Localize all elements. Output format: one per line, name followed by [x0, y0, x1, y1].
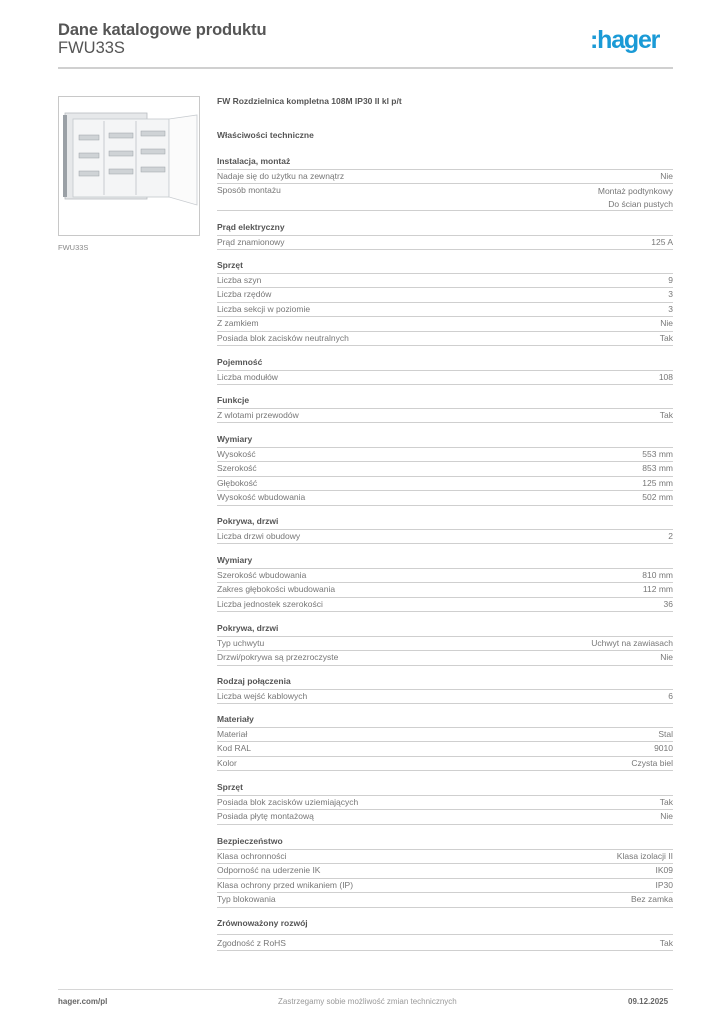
- spec-row: [217, 757, 673, 771]
- spec-label: Drzwi/pokrywa są przezroczyste: [217, 652, 339, 663]
- spec-value: 9010: [654, 743, 673, 754]
- spec-value: 553 mm: [642, 449, 673, 459]
- spec-row: [217, 303, 673, 317]
- spec-label: Prąd znamionowy: [217, 237, 285, 247]
- spec-label: Liczba sekcji w poziomie: [217, 303, 311, 314]
- section-title: Pokrywa, drzwi: [217, 515, 673, 530]
- spec-label: Klasa ochrony przed wnikaniem (IP): [217, 879, 354, 890]
- spec-row: [217, 850, 673, 864]
- spec-label: Posiada blok zacisków neutralnych: [217, 332, 349, 343]
- section-title: Funkcje: [217, 394, 673, 409]
- spec-row: [217, 893, 673, 907]
- spec-row: [217, 810, 673, 824]
- section-cover-doors-2: [217, 622, 673, 666]
- spec-label: Liczba drzwi obudowy: [217, 531, 301, 541]
- section-connection-type: [217, 675, 673, 704]
- section-title: Prąd elektryczny: [217, 221, 673, 236]
- spec-label: Liczba wejść kablowych: [217, 691, 308, 701]
- spec-row: [217, 598, 673, 612]
- spec-label: Z zamkiem: [217, 318, 259, 329]
- spec-row: [217, 651, 673, 665]
- spec-row: [217, 637, 673, 651]
- spec-label: Głębokość: [217, 477, 258, 488]
- spec-label: Sposób montażu: [217, 185, 281, 196]
- product-image: [58, 96, 200, 236]
- spec-row: [217, 864, 673, 878]
- spec-row: [217, 236, 673, 250]
- product-description: FW Rozdzielnica kompletna 108M IP30 II kl p/t: [217, 96, 402, 106]
- spec-value: 125 mm: [642, 477, 673, 488]
- properties-heading: Właściwości techniczne: [217, 130, 314, 140]
- spec-value: Klasa izolacji II: [616, 851, 673, 861]
- spec-value: Stal: [658, 729, 673, 739]
- section-dimensions: [217, 433, 673, 506]
- section-cover-doors: [217, 515, 673, 544]
- spec-value: 36: [663, 598, 673, 609]
- section-title: Materiały: [217, 713, 673, 728]
- section-dimensions-2: [217, 554, 673, 612]
- section-safety: [217, 835, 673, 908]
- spec-value: 2: [668, 531, 673, 541]
- spec-row: [217, 491, 673, 505]
- spec-label: Wysokość wbudowania: [217, 492, 306, 503]
- spec-label: Z wlotami przewodów: [217, 410, 299, 420]
- document-title: Dane katalogowe produktu: [58, 21, 267, 39]
- spec-value-line: Montaż podtynkowy: [597, 186, 673, 197]
- spec-value: IK09: [655, 865, 673, 876]
- footer-divider: [58, 989, 673, 990]
- spec-label: Typ blokowania: [217, 894, 276, 905]
- spec-label: Szerokość wbudowania: [217, 570, 307, 580]
- spec-value: 125 A: [651, 237, 673, 247]
- spec-value: 6: [668, 691, 673, 701]
- spec-row: [217, 530, 673, 544]
- header-divider: [58, 67, 673, 69]
- section-title: Pojemność: [217, 356, 673, 371]
- spec-value: Tak: [659, 797, 673, 807]
- section-title: Wymiary: [217, 554, 673, 569]
- section-installation: [217, 155, 673, 211]
- spec-row: [217, 274, 673, 288]
- spec-value: Tak: [659, 332, 673, 343]
- section-title: Sprzęt: [217, 259, 673, 274]
- section-electrical: [217, 221, 673, 250]
- spec-row: [217, 462, 673, 476]
- spec-value: Tak: [659, 410, 673, 420]
- spec-label: Materiał: [217, 729, 248, 739]
- section-materials: [217, 713, 673, 771]
- spec-row: [217, 288, 673, 302]
- spec-label: Posiada blok zacisków uziemiających: [217, 797, 359, 807]
- spec-value-line: Do ścian pustych: [608, 198, 673, 209]
- spec-label: Szerokość: [217, 463, 257, 474]
- spec-value: 3: [668, 303, 673, 314]
- spec-value: [598, 184, 673, 210]
- spec-row: [217, 170, 673, 184]
- spec-row: [217, 409, 673, 423]
- distribution-board-image: [59, 97, 199, 235]
- spec-value: Nie: [660, 318, 673, 329]
- spec-value: 108: [658, 372, 673, 382]
- section-title: Zrównoważony rozwój: [217, 917, 673, 935]
- spec-row: [217, 332, 673, 346]
- section-equipment: [217, 259, 673, 346]
- section-capacity: [217, 356, 673, 385]
- section-functions: [217, 394, 673, 423]
- spec-row: [217, 879, 673, 893]
- footer-website: hager.com/pl: [58, 997, 108, 1006]
- spec-row: [217, 448, 673, 462]
- section-title: Instalacja, montaż: [217, 155, 673, 170]
- spec-row: [217, 690, 673, 704]
- section-title: Sprzęt: [217, 781, 673, 796]
- spec-value: 853 mm: [642, 463, 673, 474]
- spec-value: Uchwyt na zawiasach: [591, 638, 673, 648]
- spec-value: Nie: [660, 811, 673, 822]
- section-title: Bezpieczeństwo: [217, 835, 673, 850]
- spec-value: Czysta biel: [631, 757, 673, 768]
- image-caption: FWU33S: [58, 243, 89, 252]
- spec-value: 502 mm: [642, 492, 673, 503]
- section-equipment-2: [217, 781, 673, 825]
- spec-label: Odporność na uderzenie IK: [217, 865, 321, 876]
- spec-value: IP30: [655, 879, 673, 890]
- spec-value: Tak: [659, 938, 673, 948]
- spec-label: Liczba modułów: [217, 372, 278, 382]
- spec-row: [217, 728, 673, 742]
- product-code: FWU33S: [58, 39, 125, 57]
- spec-value: 3: [668, 289, 673, 300]
- spec-row: [217, 796, 673, 810]
- spec-row: [217, 935, 673, 951]
- spec-label: Posiada płytę montażową: [217, 811, 314, 822]
- spec-value: Bez zamka: [630, 894, 673, 905]
- spec-label: Wysokość: [217, 449, 256, 459]
- spec-label: Klasa ochronności: [217, 851, 287, 861]
- section-title: Pokrywa, drzwi: [217, 622, 673, 637]
- footer-date: 09.12.2025: [628, 997, 669, 1006]
- spec-label: Liczba szyn: [217, 275, 262, 285]
- section-title: Rodzaj połączenia: [217, 675, 673, 690]
- spec-label: Kod RAL: [217, 743, 252, 754]
- spec-value: 9: [668, 275, 673, 285]
- spec-row: [217, 184, 673, 211]
- spec-value: Nie: [660, 171, 673, 181]
- spec-label: Zakres głębokości wbudowania: [217, 584, 336, 595]
- spec-row: [217, 742, 673, 756]
- spec-label: Nadaje się do użytku na zewnątrz: [217, 171, 345, 181]
- spec-row: [217, 317, 673, 331]
- spec-label: Kolor: [217, 757, 237, 768]
- spec-row: [217, 477, 673, 491]
- section-title: Wymiary: [217, 433, 673, 448]
- spec-row: [217, 569, 673, 583]
- hager-logo: :hager: [590, 26, 660, 54]
- spec-row: [217, 371, 673, 385]
- spec-label: Liczba rzędów: [217, 289, 272, 300]
- spec-value: Nie: [660, 652, 673, 663]
- spec-label: Zgodność z RoHS: [217, 938, 286, 948]
- footer-disclaimer: Zastrzegamy sobie możliwość zmian technicznych: [278, 997, 457, 1006]
- spec-value: 810 mm: [642, 570, 673, 580]
- spec-label: Typ uchwytu: [217, 638, 265, 648]
- spec-label: Liczba jednostek szerokości: [217, 598, 323, 609]
- section-sustainability: [217, 917, 673, 951]
- spec-row: [217, 583, 673, 597]
- spec-value: 112 mm: [642, 584, 673, 595]
